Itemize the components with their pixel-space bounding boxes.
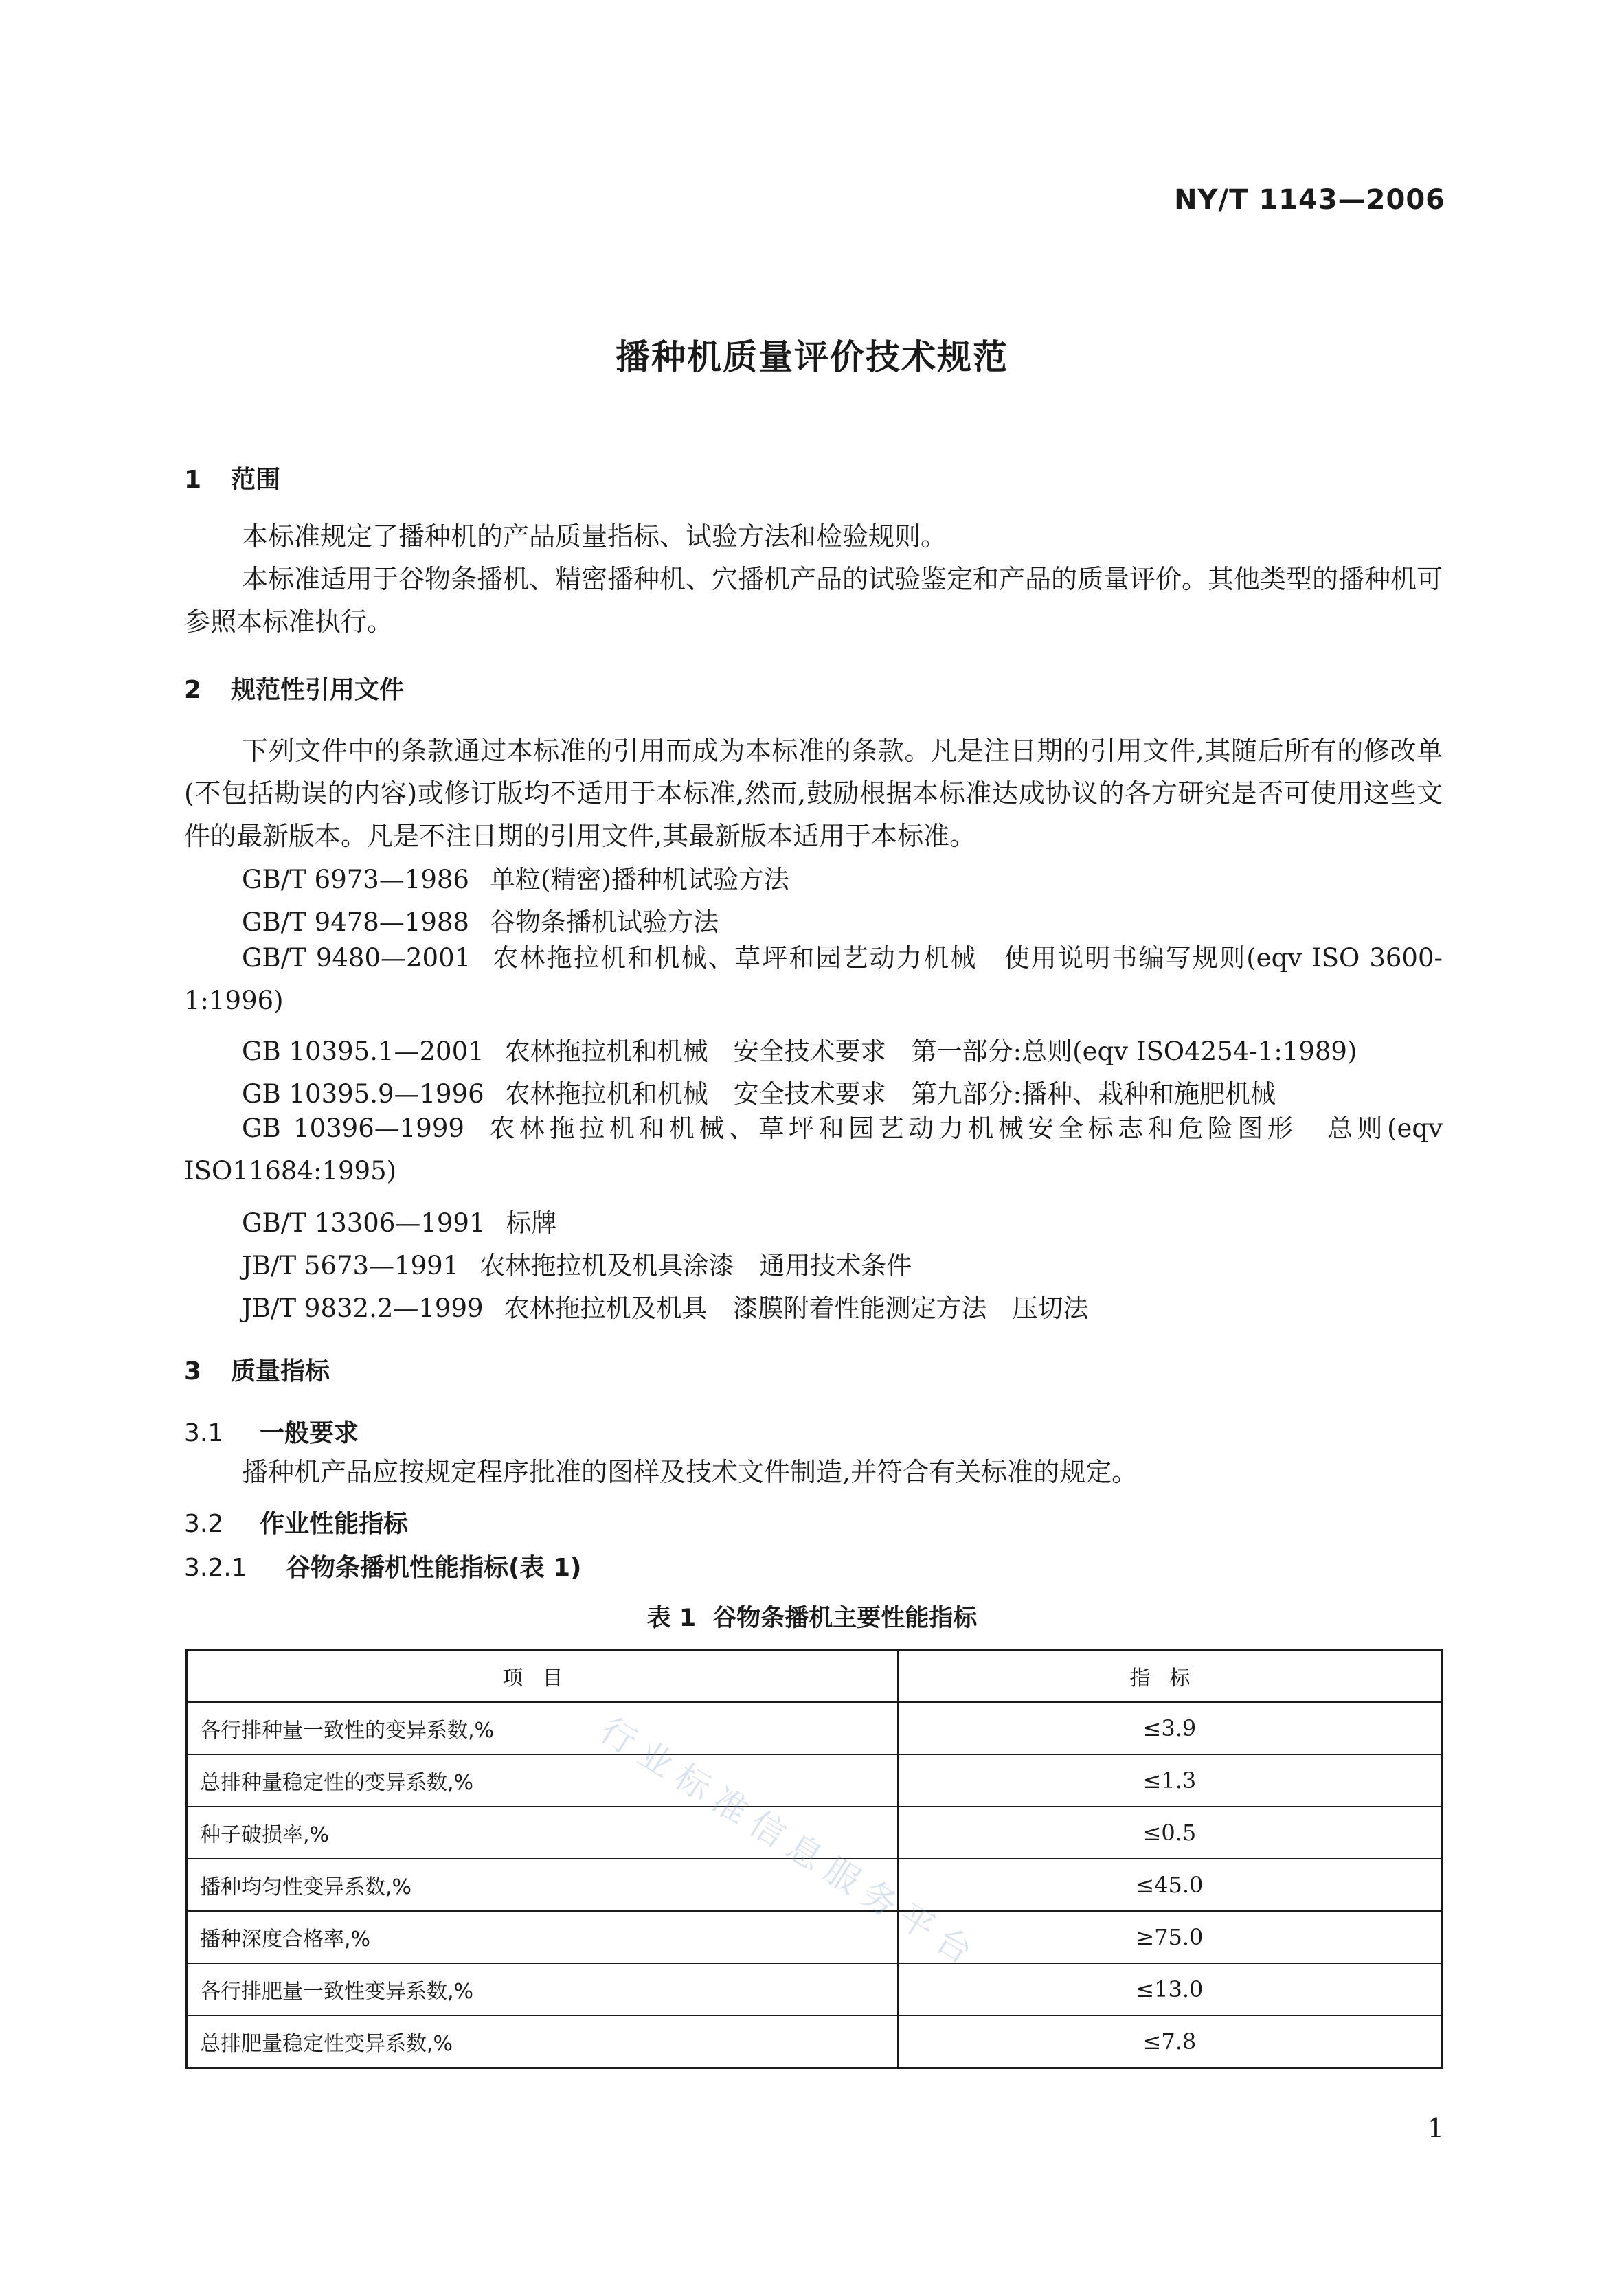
reference-code: GB/T 13306—1991 xyxy=(242,1208,486,1238)
reference-title: 农林拖拉机及机具涂漆 通用技术条件 xyxy=(480,1251,912,1280)
table-cell-item: 播种深度合格率,% xyxy=(187,1911,898,1963)
subsection-3-1-text: 播种机产品应按规定程序批准的图样及技术文件制造,并符合有关标准的规定。 xyxy=(242,1457,1138,1487)
reference-code: GB 10395.1—2001 xyxy=(242,1037,484,1066)
section-title: 谷物条播机性能指标(表 1) xyxy=(286,1554,582,1582)
section-number: 2 xyxy=(184,676,202,704)
section-title: 质量指标 xyxy=(231,1357,330,1386)
table-cell-item: 种子破损率,% xyxy=(187,1807,898,1859)
table-cell-item: 播种均匀性变异系数,% xyxy=(187,1859,898,1911)
table-row xyxy=(187,1911,1442,1963)
table-cell-item: 各行排种量一致性的变异系数,% xyxy=(187,1702,898,1754)
reference-title: 农林拖拉机及机具 漆膜附着性能测定方法 压切法 xyxy=(504,1293,1089,1323)
table-caption-text: 谷物条播机主要性能指标 xyxy=(712,1605,978,1632)
standard-code: NY/T 1143—2006 xyxy=(1174,184,1445,216)
reference-title: 谷物条播机试验方法 xyxy=(489,907,719,937)
reference-item xyxy=(242,1287,1089,1324)
document-title: 播种机质量评价技术规范 xyxy=(616,337,1008,377)
table-row xyxy=(187,1702,1442,1754)
table-caption-number: 表 1 xyxy=(646,1605,697,1632)
subsection-3-2-heading xyxy=(184,1504,408,1539)
reference-title: 标牌 xyxy=(506,1208,557,1238)
table-cell-value: ≤1.3 xyxy=(898,1754,1442,1807)
section-title: 作业性能指标 xyxy=(260,1510,409,1538)
reference-item xyxy=(242,901,719,938)
section-1-para-1: 本标准规定了播种机的产品质量指标、试验方法和检验规则。 xyxy=(242,521,947,552)
reference-item xyxy=(242,1073,1276,1110)
reference-title: 单粒(精密)播种机试验方法 xyxy=(489,865,789,894)
column-header-item: 项目 xyxy=(187,1650,898,1703)
table-cell-value: ≤3.9 xyxy=(898,1702,1442,1754)
reference-title: 农林拖拉机和机械 安全技术要求 第九部分:播种、栽种和施肥机械 xyxy=(504,1079,1276,1109)
reference-title: 农林拖拉机和机械、草坪和园艺动力机械安全标志和危险图形 总则(eqv ISO11684:1995) xyxy=(184,1113,1443,1186)
reference-code: GB 10395.9—1996 xyxy=(242,1079,484,1109)
table-cell-value: ≥75.0 xyxy=(898,1911,1442,1963)
table-row xyxy=(187,1963,1442,2015)
reference-code: GB 10396—1999 xyxy=(242,1113,464,1143)
column-header-value: 指标 xyxy=(898,1650,1442,1703)
watermark-text: 行业标准信息服务平台 xyxy=(593,1710,987,1977)
reference-code: JB/T 9832.2—1999 xyxy=(242,1293,484,1323)
section-number: 3.2 xyxy=(184,1510,224,1538)
section-1-para-2: 本标准适用于谷物条播机、精密播种机、穴播机产品的试验鉴定和产品的质量评价。其他类型的播种机可参照本标准执行。 xyxy=(184,564,1443,637)
table-cell-value: ≤45.0 xyxy=(898,1859,1442,1911)
reference-item xyxy=(184,937,1443,1022)
table-cell-item: 各行排肥量一致性变异系数,% xyxy=(187,1963,898,2015)
reference-title: 农林拖拉机和机械、草坪和园艺动力机械 使用说明书编写规则(eqv ISO 3600-1:1996) xyxy=(184,943,1443,1015)
reference-code: GB/T 9478—1988 xyxy=(242,907,469,937)
section-title: 一般要求 xyxy=(260,1419,359,1447)
table-header-row xyxy=(187,1650,1442,1703)
section-title: 范围 xyxy=(231,466,281,494)
reference-item xyxy=(242,1202,557,1239)
reference-item xyxy=(242,1030,1357,1067)
section-1-heading xyxy=(184,460,280,495)
section-3-heading xyxy=(184,1352,330,1387)
reference-code: GB/T 9480—2001 xyxy=(242,943,471,973)
section-number: 3.2.1 xyxy=(184,1554,247,1582)
subsection-3-2-1-heading xyxy=(184,1548,582,1583)
table-row xyxy=(187,2015,1442,2068)
subsection-3-1-heading xyxy=(184,1414,359,1449)
table-cell-value: ≤7.8 xyxy=(898,2015,1442,2068)
table-caption xyxy=(0,1599,1624,1633)
table-cell-value: ≤0.5 xyxy=(898,1807,1442,1859)
reference-title: 农林拖拉机和机械 安全技术要求 第一部分:总则(eqv ISO4254-1:1989) xyxy=(504,1037,1357,1066)
section-title: 规范性引用文件 xyxy=(231,676,405,704)
reference-code: GB/T 6973—1986 xyxy=(242,865,469,894)
table-row xyxy=(187,1754,1442,1807)
table-cell-value: ≤13.0 xyxy=(898,1963,1442,2015)
page-number: 1 xyxy=(1427,2113,1444,2143)
reference-item xyxy=(242,1245,912,1282)
table-cell-item: 总排肥量稳定性变异系数,% xyxy=(187,2015,898,2068)
section-number: 3 xyxy=(184,1357,202,1386)
reference-item xyxy=(242,859,789,896)
section-number: 1 xyxy=(184,466,202,494)
table-cell-item: 总排种量稳定性的变异系数,% xyxy=(187,1754,898,1807)
section-number: 3.1 xyxy=(184,1419,224,1447)
section-2-intro: 下列文件中的条款通过本标准的引用而成为本标准的条款。凡是注日期的引用文件,其随后所有的修改单(不包括勘误的内容)或修订版均不适用于本标准,然而,鼓励根据本标准达成协议的各方研究是否可使用这些文件的最新版本。凡是不注日期的引用文件,其最新版本适用于本标准。 xyxy=(184,736,1443,851)
reference-item xyxy=(184,1107,1443,1192)
reference-code: JB/T 5673—1991 xyxy=(242,1251,460,1280)
section-2-heading xyxy=(184,670,404,705)
